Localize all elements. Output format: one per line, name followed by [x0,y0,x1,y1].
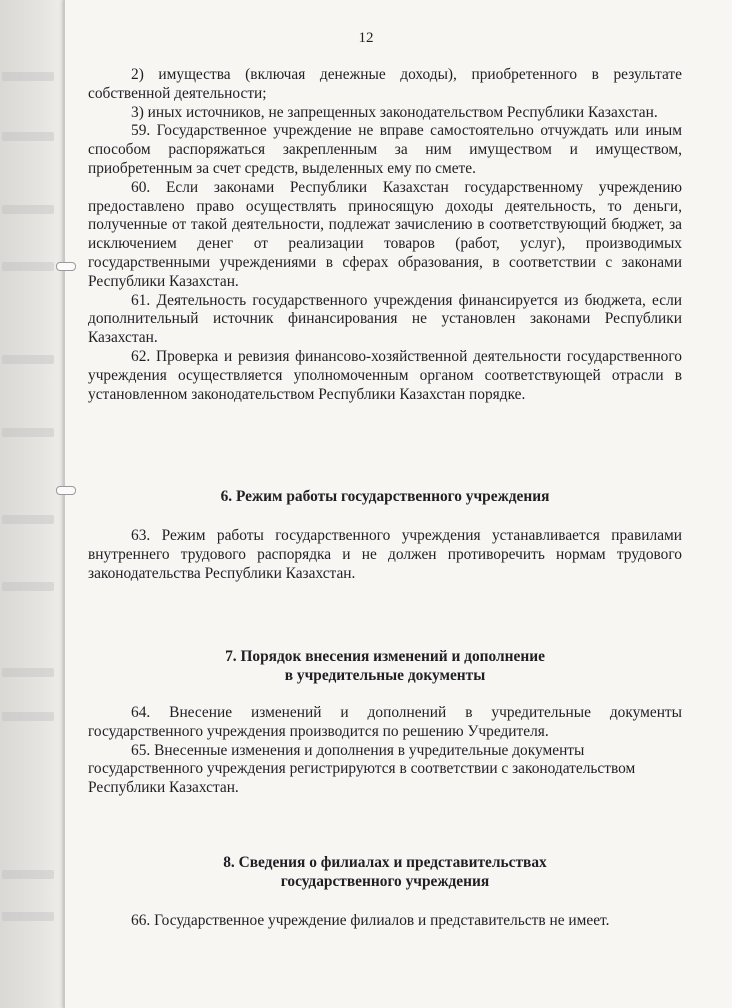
adjacent-page-edge [0,0,62,1008]
bleed-mark [2,72,54,81]
body-block-1 [88,66,682,404]
paragraph: 63. Режим работы государственного учреждения устанавливается правилами внутреннего трудового распорядка и не должен противоречить нормам трудового законодательства Республики Казахстан. [88,527,682,582]
heading-line: в учредительные документы [284,667,486,684]
bleed-mark [2,515,54,524]
page-number: 12 [358,30,374,46]
bleed-mark [2,132,54,141]
paragraph: 65. Внесенные изменения и дополнения в учредительные документы государственного учреждения регистрируются в соответствии с законодательством Республики Казахстан. [88,741,636,797]
bleed-mark [2,912,54,921]
paragraph: 2) имущества (включая денежные доходы), приобретенного в результате собственной деятельности; [88,66,682,102]
section-8-body [88,912,682,931]
heading-line: 8. Сведения о филиалах и представительствах [223,854,547,871]
bleed-mark [2,428,54,437]
section-6-heading [88,487,682,506]
heading-text: 6. Режим работы государственного учреждения [220,488,550,505]
bleed-mark [2,668,54,677]
binding-edge [63,0,65,1008]
bleed-mark [2,712,54,721]
section-7-body [88,704,682,798]
section-7-heading [88,647,682,685]
heading-line: государственного учреждения [280,873,490,890]
paragraph: 62. Проверка и ревизия финансово-хозяйственной деятельности государственного учреждения осуществляется уполномоченным органом соответствующей отрасли в установленном законодательством Республики Казахстан порядке. [88,347,682,403]
section-6-body [88,527,682,583]
binding-thread [56,486,76,495]
bleed-mark [2,355,54,364]
heading-line: 7. Порядок внесения изменений и дополнение [225,648,545,665]
paragraph: 3) иных источников, не запрещенных законодательством Республики Казахстан. [131,103,658,121]
bleed-mark [2,262,54,271]
binding-thread [56,262,76,271]
section-8-heading [88,853,682,891]
paragraph: 61. Деятельность государственного учреждения финансируется из бюджета, если дополнительный источник финансирования не установлен законами Республики Казахстан. [88,291,682,347]
bleed-mark [2,205,54,214]
bleed-mark [2,870,54,879]
paragraph: 66. Государственное учреждение филиалов и представительств не имеет. [131,912,610,929]
paragraph: 64. Внесение изменений и дополнений в учредительные документы государственного учреждения производится по решению Учредителя. [88,704,682,740]
paragraph: 59. Государственное учреждение не вправе самостоятельно отчуждать или иным способом распоряжаться закрепленным за ним имуществом и имуществом, приобретенным за счет средств, выделенных ему по смете. [88,122,682,177]
paragraph: 60. Если законами Республики Казахстан государственному учреждению предоставлено право осуществлять приносящую доходы деятельность, то деньги, полученные от такой деятельности, подлежат зачислению в соответствующий бюджет, за исключением денег от реализации товаров (работ, услуг), производимых государственными учреждениями в сферах образования, в соответствии с законами Республики Казахстан. [88,178,682,290]
bleed-mark [2,582,54,591]
